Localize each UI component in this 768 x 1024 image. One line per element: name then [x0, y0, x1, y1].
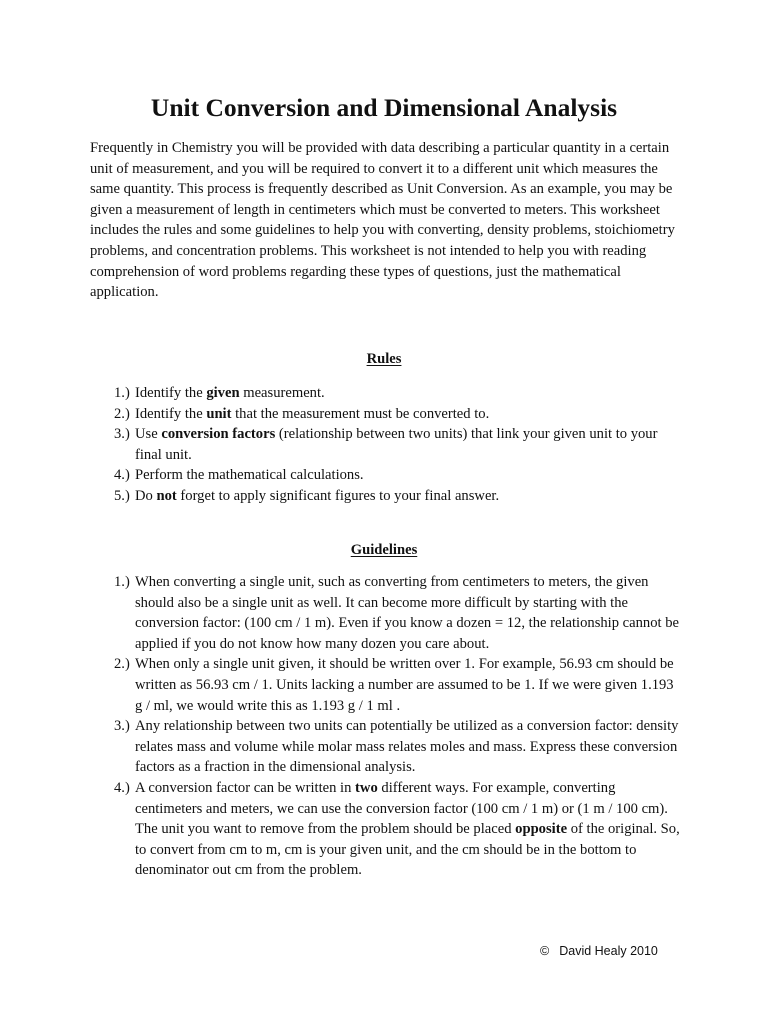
rule-text: Identify the — [135, 405, 207, 422]
rule-number: 3.) — [114, 426, 130, 443]
guideline-number: 4.) — [114, 779, 130, 796]
rule-text: Perform the mathematical calculations. — [135, 467, 364, 484]
copyright-text: David Healy 2010 — [559, 944, 658, 958]
copyright-footer — [540, 942, 690, 960]
rule-item-3 — [90, 424, 682, 465]
rule-bold-term: given — [206, 385, 240, 401]
rule-text: measurement. — [239, 385, 325, 401]
guideline-bold-term: two — [355, 779, 378, 796]
rule-bold-term: not — [156, 487, 177, 504]
rule-text: (relationship between two units) that link your given unit to your final unit. — [135, 426, 658, 463]
rule-item-4 — [90, 465, 682, 486]
rules-list — [90, 383, 682, 507]
rule-text: forget to apply significant figures to your final answer. — [176, 487, 500, 504]
guideline-text: When converting a single unit, such as converting from centimeters to meters, the given should also be a single unit as well. It can become more difficult by starting with the conversion factor: (100 cm / 1 m). Even if you know a dozen = 12, the relationship cannot be applied if you do not know how many dozen you care about. — [135, 574, 679, 652]
guideline-text: of the original. So, to convert from cm to m, cm is your given unit, and the cm should be in the bottom to denominator out cm from the problem. — [135, 821, 680, 879]
rule-item-5 — [90, 486, 682, 507]
rule-item-2 — [90, 404, 682, 425]
intro-paragraph: Frequently in Chemistry you will be provided with data describing a particular quantity in a certain unit of measurement, and you will be required to convert it to a different unit which measures the same quantity. This process is frequently described as Unit Conversion. As an example, you may be given a measurement of length in centimeters which must be converted to meters. This worksheet includes the rules and some guidelines to help you with converting, density problems, stoichiometry problems, and concentration problems. This worksheet is not intended to help you with reading comprehension of word problems regarding these types of questions, just the mathematical application. — [90, 140, 675, 301]
guideline-bold-term: opposite — [515, 821, 568, 838]
page-title: Unit Conversion and Dimensional Analysis — [150, 93, 618, 122]
guideline-text: When only a single unit given, it should be written over 1. For example, 56.93 cm should be written as 56.93 cm / 1. Units lacking a number are assumed to be 1. If we were given 1.193 g / ml, we would write this as 1.193 g / 1 ml . — [135, 656, 674, 714]
rule-text: that the measurement must be converted to. — [231, 405, 490, 422]
rule-bold-term: unit — [206, 405, 232, 422]
rule-bold-term: conversion factors — [161, 426, 276, 443]
guideline-item-2 — [90, 654, 682, 716]
rule-text: Identify the — [135, 385, 207, 401]
rule-item-1 — [90, 383, 682, 404]
guidelines-list — [90, 572, 682, 881]
rule-number: 2.) — [114, 405, 130, 422]
guidelines-heading: Guidelines — [350, 542, 418, 558]
guideline-number: 1.) — [114, 574, 130, 590]
guideline-number: 2.) — [114, 656, 130, 673]
guideline-item-4 — [90, 778, 682, 881]
guideline-text: Any relationship between two units can potentially be utilized as a conversion factor: density relates mass and volume while molar mass relates moles and mass. Express these conversion factors as a fraction in the dimensional analysis. — [135, 718, 679, 776]
rules-heading: Rules — [366, 351, 402, 367]
rule-text: Do — [135, 487, 157, 504]
rule-number: 4.) — [114, 467, 130, 484]
copyright-symbol: © — [540, 944, 550, 958]
guideline-item-1 — [90, 572, 682, 654]
rule-text: Use — [135, 426, 162, 443]
guideline-text: A conversion factor can be written in — [135, 779, 356, 796]
guideline-text: different ways. For example, converting centimeters and meters, we can use the conversion factor (100 cm / 1 m) or (1 m / 100 cm). The unit you want to remove from the problem should be placed — [135, 779, 668, 838]
rule-number: 1.) — [114, 385, 130, 401]
guideline-number: 3.) — [114, 718, 130, 735]
guideline-item-3 — [90, 716, 682, 778]
rule-number: 5.) — [114, 487, 130, 504]
